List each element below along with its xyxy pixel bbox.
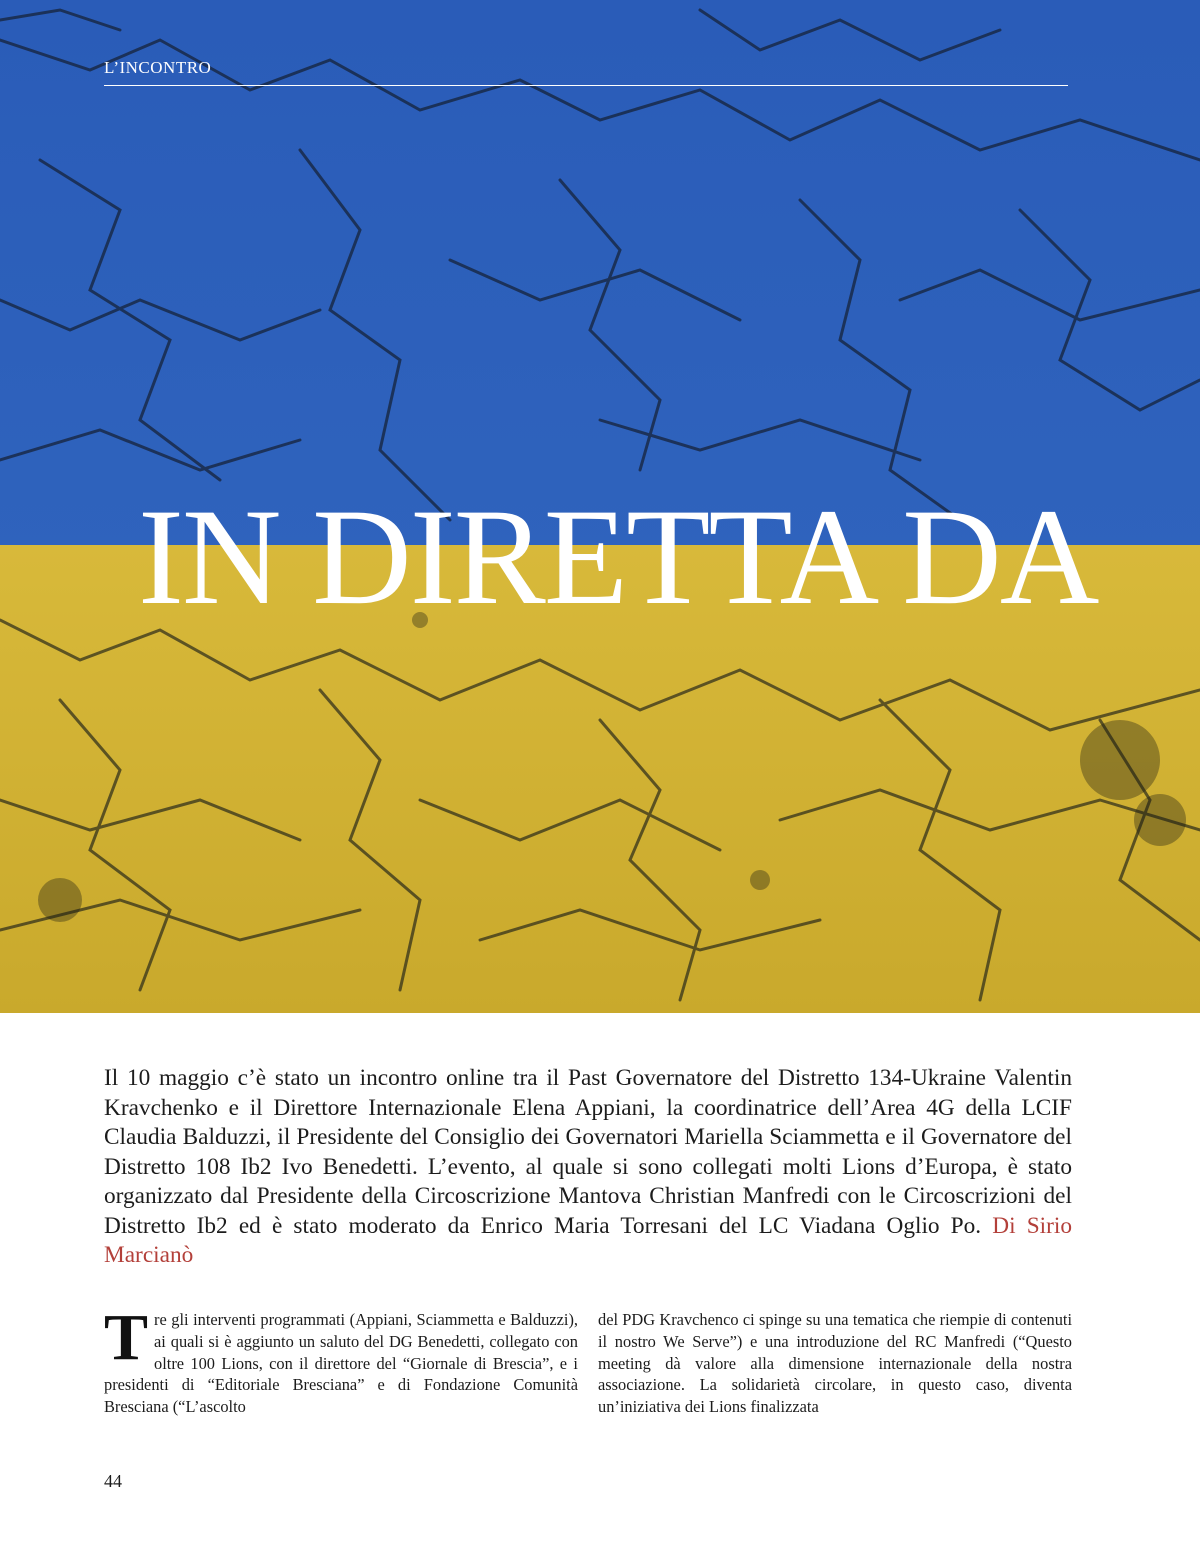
body-column-1 xyxy=(104,1301,578,1418)
body-column-2 xyxy=(598,1309,1072,1418)
page-number: 44 xyxy=(104,1471,122,1491)
lead-text: Il 10 maggio c’è stato un incontro online tra il Past Governatore del Distretto 134-Ukraine Valentin Kravchenko e il Direttore Internazionale Elena Appiani, la coordinatrice dell’Area 4G della LCIF Claudia Balduzzi, il Presidente del Consiglio dei Governatori Mariella Sciammetta e il Governatore del Distretto 108 Ib2 Ivo Benedetti. L’evento, al quale si sono collegati molti Lions d’Europa, è stato organizzato dal Presidente della Circoscrizione Mantova Christian Manfredi con le Circoscrizioni del Distretto Ib2 ed è stato moderato da Enrico Maria Torresani del LC Viadana Oglio Po. xyxy=(104,1065,1072,1239)
lead-paragraph xyxy=(104,1064,1072,1271)
body-columns xyxy=(104,1301,1072,1418)
body-column-2-text: del PDG Kravchenco ci spinge su una tematica che riempie di contenuti il nostro We Serve”) e una introduzione del RC Manfredi (“Questo meeting dà valore alla dimensione internazionale della nostra associazione. La solidarietà circolare, in questo caso, diventa un’iniziativa dei Lions finalizzata xyxy=(598,1310,1072,1417)
body-column-1-text: re gli interventi programmati (Appiani, Sciammetta e Balduzzi), ai quali si è aggiunto un saluto del DG Benedetti, collegato con oltre 100 Lions, con il direttore del “Giornale di Brescia”, e i presidenti di “Editoriale Bresciana” e di Fondazione Comunità Bresciana (“L’ascolto xyxy=(104,1310,578,1417)
section-label: L’INCONTRO xyxy=(104,58,212,77)
byline: Di Sirio Marcianò xyxy=(104,1212,1072,1268)
dropcap: T xyxy=(104,1301,149,1374)
section-rule xyxy=(104,85,1068,86)
page-title: IN DIRETTA DA xyxy=(138,480,1098,633)
